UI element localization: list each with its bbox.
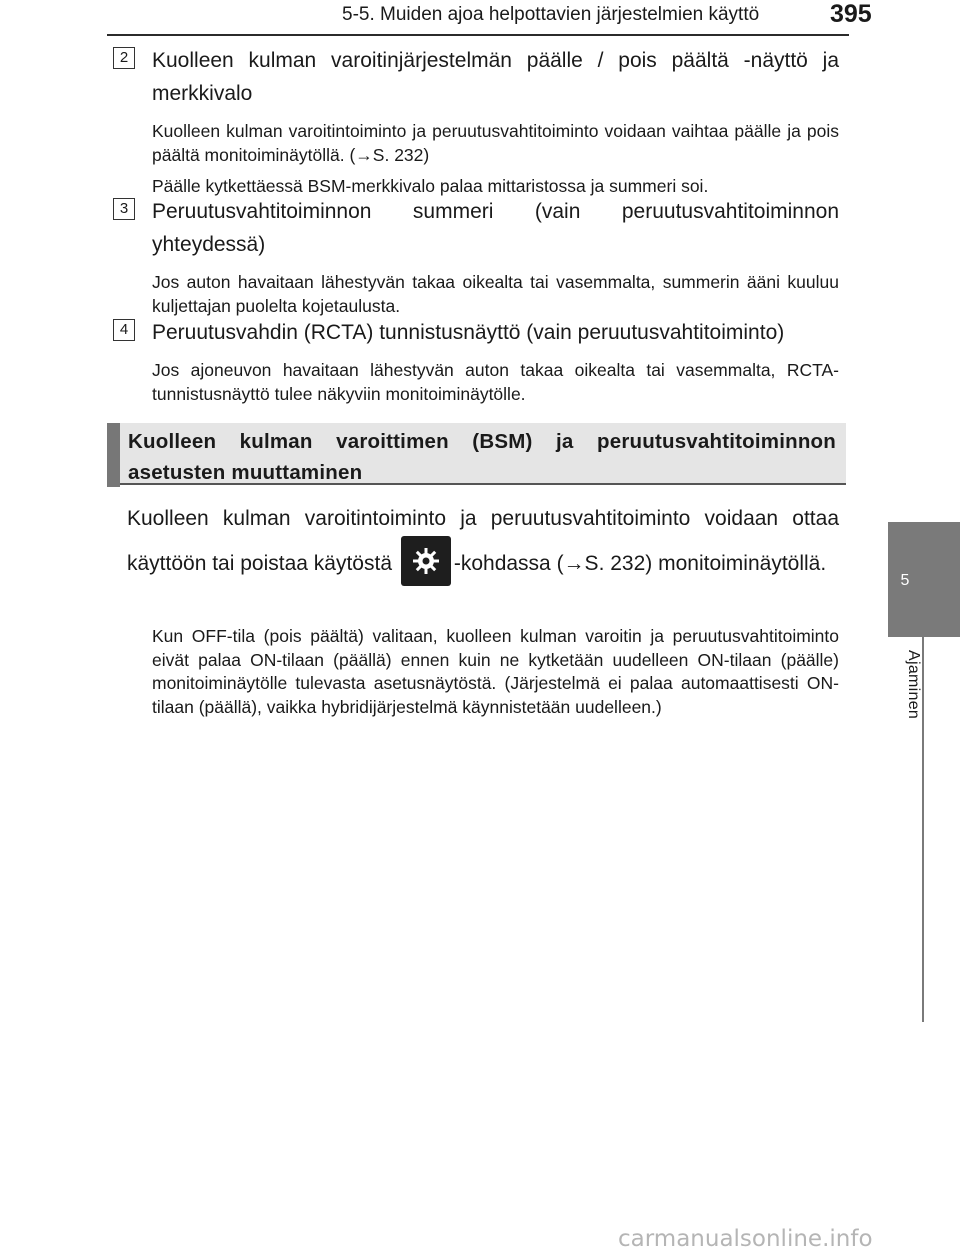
list-item — [113, 44, 839, 198]
main-paragraph — [127, 496, 839, 586]
chapter-tab-line — [922, 522, 924, 1022]
section-title: Kuolleen kulman varoittimen (BSM) ja peruutusvahtitoiminnon asetusten muuttaminen — [128, 430, 836, 484]
chapter-label: Ajaminen — [905, 650, 922, 720]
item-body: Jos auton havaitaan lähestyvän takaa oikealta tai vasemmalta, summerin ääni kuuluu kuljettajan puolelta kojetaulusta. — [152, 272, 839, 316]
chapter-number: 5 — [900, 572, 910, 589]
page-number: 395 — [830, 0, 872, 28]
item-title: Peruutusvahtitoiminnon summeri (vain peruutusvahtitoiminnon yhteydessä) — [152, 200, 839, 256]
header-divider — [107, 34, 849, 36]
item-title: Kuolleen kulman varoitinjärjestelmän päälle / pois päältä -näyttö ja merkkivalo — [152, 49, 839, 105]
item-number-badge: 4 — [113, 319, 135, 341]
list-item — [113, 316, 839, 406]
paragraph-text: -kohdassa (→S. 232) monitoiminäytöllä. — [453, 552, 827, 575]
paragraph-text: Kuolleen kulman varoitintoiminto ja peruutusvahtitoiminto voidaan ottaa käyttöön tai poistaa käytöstä — [127, 507, 839, 575]
note-text: Kun OFF-tila (pois päältä) valitaan, kuolleen kulman varoitin ja peruutusvahtitoiminto eivät palaa ON-tilaan (päällä) ennen kuin ne kytketään uudelleen ON-tilaan (päälle) monitoiminäytölle tulevasta asetusnäytöstä. (Järjestelmä ei palaa automaattisesti ON-tilaan (päällä), vaikka hybridijärjestelmä käynnistetään uudelleen.) — [152, 626, 839, 717]
list-item — [113, 195, 839, 318]
item-number-badge: 3 — [113, 198, 135, 220]
item-number-badge: 2 — [113, 47, 135, 69]
item-body: Päälle kytkettäessä BSM-merkkivalo palaa mittaristossa ja summeri soi. — [152, 176, 709, 196]
settings-gear-icon — [401, 536, 451, 586]
header-title: 5-5. Muiden ajoa helpottavien järjestelmien käyttö — [342, 4, 760, 25]
section-heading-bar — [107, 423, 120, 487]
item-body: Jos ajoneuvon havaitaan lähestyvän auton takaa oikealta tai vasemmalta, RCTA-tunnistusnäyttö tulee näkyviin monitoiminäytölle. — [152, 360, 839, 404]
watermark: carmanualsonline.info — [618, 1226, 873, 1252]
item-title: Peruutusvahdin (RCTA) tunnistusnäyttö (vain peruutusvahtitoiminto) — [152, 321, 785, 344]
item-body: Kuolleen kulman varoitintoiminto ja peruutusvahtitoiminto voidaan vaihtaa päälle ja pois päältä monitoiminäytöllä. (→S. 232) — [152, 121, 839, 165]
